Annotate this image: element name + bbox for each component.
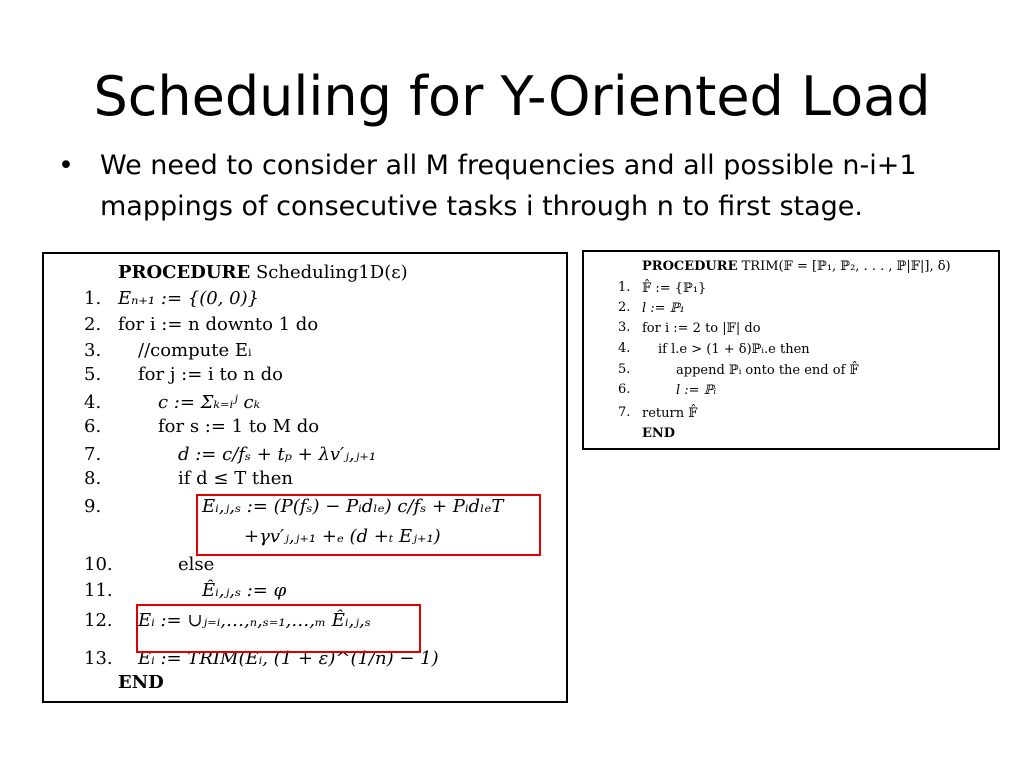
code-line: return 𝔽̂ <box>642 406 698 421</box>
code-line: l := ℙ₁ <box>642 301 685 316</box>
code-line: if l.e > (1 + δ)ℙᵢ.e then <box>658 342 810 357</box>
line-number: 9. <box>84 496 102 517</box>
line-number: 1. <box>618 280 631 295</box>
slide-title: Scheduling for Y-Oriented Load <box>93 65 931 128</box>
code-line: c := Σₖ₌ᵢʲ cₖ <box>158 392 261 413</box>
code-line: //compute Eᵢ <box>138 340 252 361</box>
line-number: 10. <box>84 554 113 575</box>
line-number: 2. <box>84 314 102 335</box>
code-line: Eᵢ,ⱼ,ₛ := (P(fₛ) − Pᵢdₗₑ) c/fₛ + PᵢdₗₑT <box>202 496 504 517</box>
highlight-box-energy-formula <box>196 494 541 556</box>
line-number: 12. <box>84 610 113 631</box>
code-line: Eᵢ := TRIM(Eᵢ, (1 + ε)^(1/n) − 1) <box>138 648 439 669</box>
code-line: 𝔽̂ := {ℙ₁} <box>642 281 707 296</box>
code-line: if d ≤ T then <box>178 468 293 489</box>
line-number: 2. <box>618 300 631 315</box>
bullet-text: We need to consider all M frequencies and all possible n-i+1 mappings of consecutive tasks i through n to first stage. <box>100 150 917 222</box>
code-line: l := ℙᵢ <box>676 383 717 398</box>
line-number: 8. <box>84 468 102 489</box>
code-line: for i := n downto 1 do <box>118 314 319 335</box>
code-line: for s := 1 to M do <box>158 416 320 437</box>
code-line-continuation: +γv′ⱼ,ⱼ₊₁ +ₑ (d +ₜ Eⱼ₊₁) <box>244 526 441 547</box>
line-number: 7. <box>618 405 631 420</box>
highlight-box-union-formula <box>136 604 421 653</box>
procedure-end: END <box>118 672 164 693</box>
line-number: 3. <box>84 340 102 361</box>
line-number: 3. <box>618 320 631 335</box>
code-line: Êᵢ,ⱼ,ₛ := φ <box>202 580 287 601</box>
line-number: 13. <box>84 648 113 669</box>
code-line: d := c/fₛ + tₚ + λv′ⱼ,ⱼ₊₁ <box>178 444 377 465</box>
procedure-header <box>642 258 951 275</box>
bullet-point <box>58 145 988 227</box>
line-number: 5. <box>84 364 102 385</box>
line-number: 6. <box>618 382 631 397</box>
line-number: 5. <box>618 362 631 377</box>
line-number: 4. <box>618 341 631 356</box>
code-line: for j := i to n do <box>138 364 283 385</box>
code-line: Eᵢ := ∪ⱼ₌ᵢ,…,ₙ,ₛ₌₁,…,ₘ Êᵢ,ⱼ,ₛ <box>138 610 371 631</box>
line-number: 4. <box>84 392 102 413</box>
procedure-keyword: PROCEDURE <box>642 259 738 274</box>
procedure-name: Scheduling1D(ε) <box>255 262 408 283</box>
code-line: Eₙ₊₁ := {(0, 0)} <box>118 288 260 309</box>
line-number: 7. <box>84 444 102 465</box>
bullet-marker: • <box>58 150 74 181</box>
code-line: for i := 2 to |𝔽| do <box>642 321 761 336</box>
line-number: 11. <box>84 580 113 601</box>
code-line: else <box>178 554 215 575</box>
procedure-header <box>118 262 408 284</box>
procedure-end: END <box>642 426 676 441</box>
procedure-name: TRIM(𝔽 = [ℙ₁, ℙ₂, . . . , ℙ|𝔽|], δ) <box>741 259 951 274</box>
line-number: 1. <box>84 288 102 309</box>
line-number: 6. <box>84 416 102 437</box>
trim-procedure-box <box>582 250 1000 450</box>
procedure-keyword: PROCEDURE <box>118 262 251 283</box>
code-line: append ℙᵢ onto the end of 𝔽̂ <box>676 363 859 378</box>
